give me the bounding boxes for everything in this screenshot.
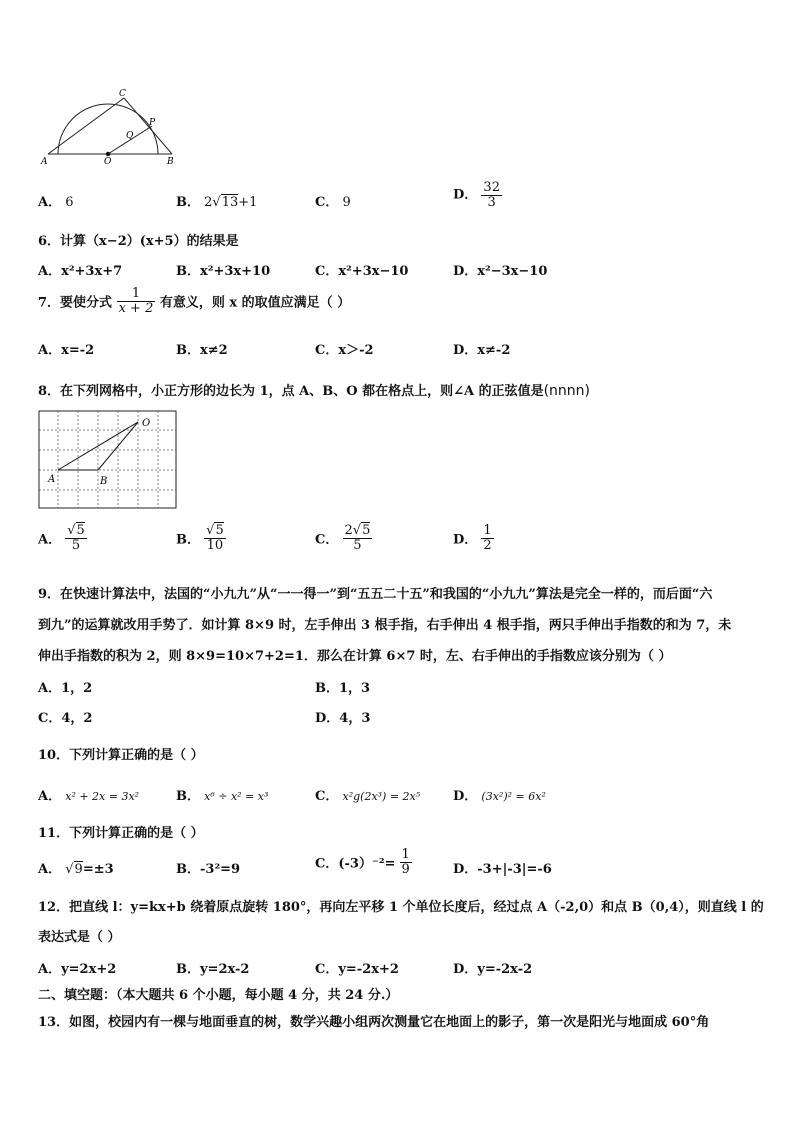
q12-option-a: A．y=2x+2 (38, 962, 117, 977)
q9-option-b: B．1，3 (315, 681, 371, 696)
q11-option-c: C．(-3）⁻²= $\frac{1}{9}$ (315, 847, 410, 877)
q7-stem: 7．要使分式 $\frac{1}{x + 2}$ 有意义，则 x 的取值应满足（ ） (38, 286, 351, 316)
q6-stem: 6．计算（x−2）(x+5）的结果是 (38, 234, 239, 249)
q5-option-c: C． 9 (315, 195, 351, 210)
q7-option-b: B．x≠2 (176, 343, 228, 358)
q7-option-d: D．x≠-2 (453, 343, 511, 358)
q6-option-c: C．x²+3x−10 (315, 264, 409, 279)
q9-option-c: C．4，2 (38, 711, 93, 726)
q5-label-p: P (149, 118, 156, 128)
q10-stem: 10．下列计算正确的是（ ） (38, 748, 204, 763)
section-2-heading: 二、填空题：（本大题共 6 个小题，每小题 4 分，共 24 分.） (38, 988, 399, 1003)
q11-stem: 11．下列计算正确的是（ ） (38, 826, 204, 841)
q8-label-o: O (142, 418, 151, 429)
q9-option-d: D．4，3 (315, 711, 371, 726)
q5-label-q: Q (126, 131, 134, 141)
q6-option-d: D．x²−3x−10 (453, 264, 548, 279)
q11-option-d: D．-3+|-3|=-6 (453, 862, 552, 877)
q5-label-a: A (41, 157, 48, 167)
q7-option-a: A．x=-2 (38, 343, 95, 358)
q7-option-c: C．x＞-2 (315, 343, 374, 358)
q8-answer-paren: (nnnn) (543, 383, 590, 399)
q8-option-c: C． $\frac{2√5}{5}$ (315, 523, 371, 553)
q12-line-2: 表达式是（ ） (38, 930, 121, 945)
q11-option-a: A． √9=±3 (38, 862, 114, 877)
q12-option-d: D．y=-2x-2 (453, 962, 533, 977)
q9-option-a: A．1，2 (38, 681, 93, 696)
q12-option-b: B．y=2x-2 (176, 962, 250, 977)
q5-option-a: A． 6 (38, 195, 74, 210)
q5-option-b: B． 2√13+1 (176, 195, 258, 210)
q5-label-c: C (119, 89, 126, 99)
q6-option-b: B．x²+3x+10 (176, 264, 271, 279)
q9-line-3: 伸出手指数的积为 2，则 8×9=10×7+2=1．那么在计算 6×7 时，左、右手伸出的手指数应该分别为（ ） (38, 649, 672, 664)
q10-option-a: A． x² + 2x = 3x² (38, 789, 140, 804)
q11-option-b: B．-3²=9 (176, 862, 241, 877)
q8-option-d: D． $\frac{1}{2}$ (453, 523, 492, 553)
q8-option-a: A． $\frac{√5}{5}$ (38, 523, 85, 553)
q13-line-1: 13．如图，校园内有一棵与地面垂直的树，数学兴趣小组两次测量它在地面上的影子，第一次是阳光与地面成 60°角 (38, 1015, 710, 1030)
q9-line-2: 到九”的运算就改用手势了．如计算 8×9 时，左手伸出 3 根手指，右手伸出 4 根手指，两只手伸出手指数的和为 7，未 (38, 618, 732, 633)
q10-option-c: C． x²g(2x³) = 2x⁵ (315, 789, 421, 804)
q9-line-1: 9．在快速计算法中，法国的“小九九”从“一一得一”到“五五二十五”和我国的“小九九”算法是完全一样的，而后面“六 (38, 587, 713, 602)
q5-option-d: D． $\frac{32}{3}$ (453, 180, 500, 210)
q8-label-a: A (48, 474, 56, 485)
q5-label-b: B (167, 157, 174, 167)
q8-grid-figure (38, 410, 178, 510)
q5-label-o: O (104, 157, 112, 167)
q8-label-b: B (100, 476, 108, 487)
q8-option-b: B． $\frac{√5}{10}$ (176, 523, 224, 553)
q6-option-a: A．x²+3x+7 (38, 264, 123, 279)
q8-stem: 8．在下列网格中，小正方形的边长为 1，点 A、B、O 都在格点上，则∠A 的正弦值是(nnnn) (38, 383, 590, 399)
q12-option-c: C．y=-2x+2 (315, 962, 399, 977)
q5-triangle-figure (36, 88, 186, 168)
q12-line-1: 12．把直线 l：y=kx+b 绕着原点旋转 180°，再向左平移 1 个单位长度后，经过点 A（-2,0）和点 B（0,4），则直线 l 的 (38, 900, 764, 915)
q10-option-b: B． x⁶ ÷ x² = x³ (176, 789, 269, 804)
q10-option-d: D． (3x²)² = 6x² (453, 789, 546, 804)
